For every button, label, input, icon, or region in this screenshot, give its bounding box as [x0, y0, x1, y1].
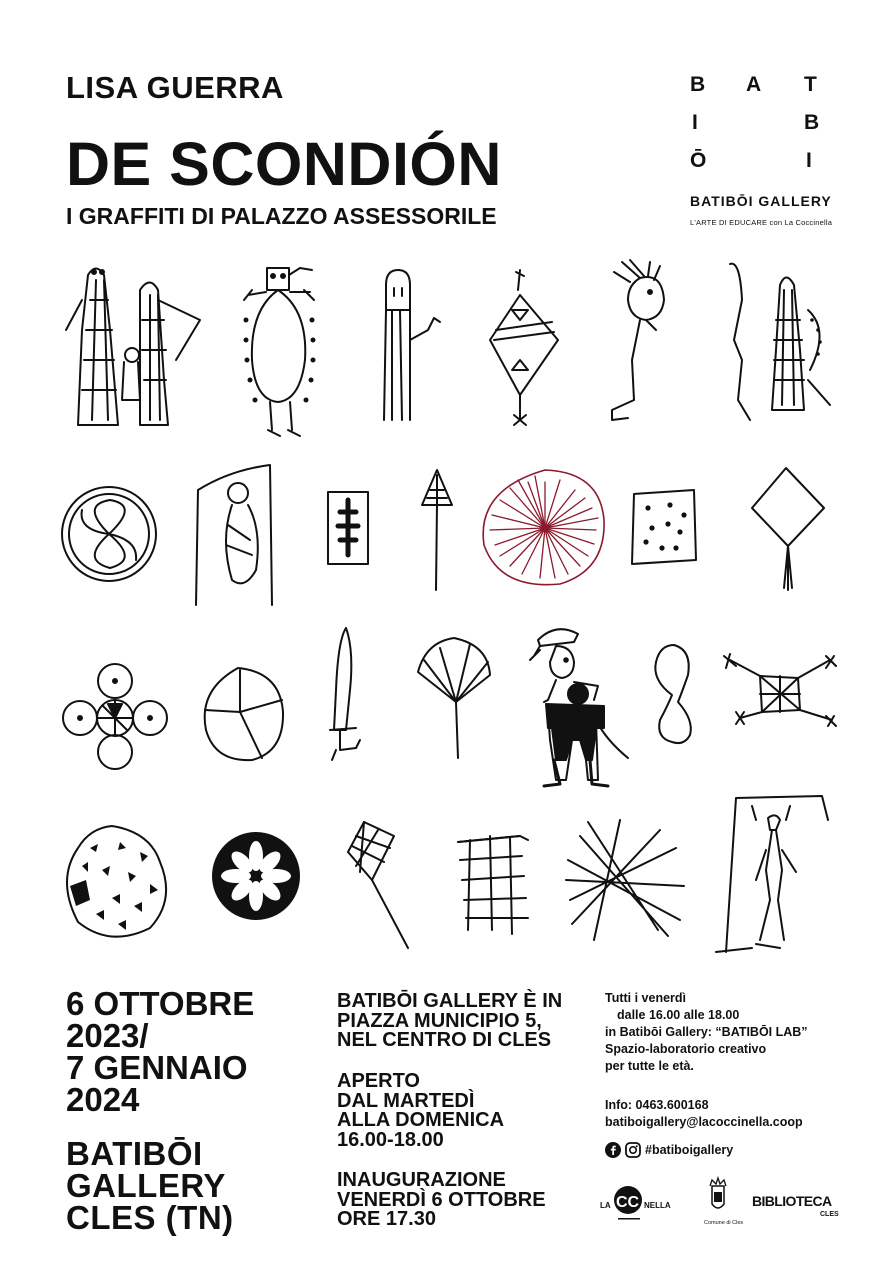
graffiti-grid-ladder	[458, 836, 528, 934]
graffiti-figures-pair	[66, 269, 200, 426]
gallery-logo-name: BATIBŌI GALLERY	[690, 193, 832, 209]
location-line: BATIBŌI GALLERY È IN	[337, 990, 563, 1012]
graffiti-segmented-stone	[205, 668, 283, 760]
graffiti-kite	[752, 468, 824, 590]
graffiti-spotted-stone	[67, 826, 166, 937]
graffiti-sword-hand	[330, 628, 360, 760]
coccinella-logo	[600, 1186, 671, 1220]
graffiti-pirate-figure	[530, 629, 628, 786]
graffiti-arrow-tree	[422, 470, 452, 590]
partner-logos	[600, 1176, 840, 1236]
hours-line: APERTO	[337, 1070, 420, 1092]
exhibition-dates	[66, 985, 255, 1118]
graffiti-black-flower-disc	[212, 832, 300, 920]
logo-letter: I	[806, 149, 812, 172]
lab-line: Spazio-laboratorio creativo	[605, 1042, 767, 1056]
graffiti-figure-checkered-dress	[730, 264, 830, 420]
hours-line: ALLA DOMENICA	[337, 1109, 505, 1131]
instagram-icon[interactable]	[625, 1142, 641, 1158]
biblioteca-name: BIBLIOTECA	[752, 1193, 832, 1209]
graffiti-red-starburst	[483, 470, 604, 585]
gallery-logo-tagline: L'ARTE DI EDUCARE con La Coccinella	[690, 218, 833, 227]
date-line: 7 GENNAIO	[66, 1049, 248, 1086]
graffiti-dotted-figure	[244, 268, 316, 436]
biblioteca-logo	[752, 1193, 839, 1218]
inauguration-line: ORE 17.30	[337, 1208, 436, 1230]
logo-letter: T	[804, 73, 817, 96]
lab-line: per tutte le età.	[605, 1059, 694, 1073]
lab-line: in Batibōi Gallery: “BATIBŌI LAB”	[605, 1025, 808, 1039]
graffiti-drawings	[0, 250, 896, 970]
facebook-icon[interactable]	[605, 1142, 621, 1158]
graffiti-figure-in-frame	[716, 796, 828, 952]
graffiti-rune-card	[328, 492, 368, 564]
contact-email[interactable]: batiboigallery@lacoccinella.coop	[605, 1115, 803, 1129]
graffiti-crosshatch-star	[566, 820, 684, 940]
venue-line: GALLERY	[66, 1167, 226, 1204]
svg-text:CC: CC	[616, 1194, 640, 1211]
graffiti-circle-cluster	[63, 664, 167, 769]
inauguration-line: VENERDÌ 6 OTTOBRE	[337, 1188, 546, 1211]
comune-cles-crest	[704, 1178, 743, 1226]
hours-line: DAL MARTEDÌ	[337, 1089, 475, 1112]
lab-line: dalle 16.00 alle 18.00	[617, 1008, 740, 1022]
logo-letter: Ō	[690, 149, 707, 172]
lab-line: Tutti i venerdì	[605, 991, 687, 1005]
contact-phone[interactable]: Info: 0463.600168	[605, 1098, 709, 1112]
exhibition-subtitle: I GRAFFITI DI PALAZZO ASSESSORILE	[66, 203, 497, 229]
hours-line: 16.00-18.00	[337, 1128, 444, 1151]
graffiti-leaf-fan	[418, 638, 490, 758]
comune-caption: Comune di Cles	[704, 1220, 744, 1226]
logo-letter: B	[690, 73, 706, 96]
biblioteca-sub: CLES	[820, 1211, 839, 1218]
svg-text:LA: LA	[600, 1201, 611, 1210]
venue-block	[66, 1135, 234, 1236]
graffiti-tall-figure	[384, 270, 440, 420]
graffiti-dotted-square	[632, 490, 696, 564]
opening-hours-block	[337, 1072, 504, 1150]
contact-info	[605, 1097, 803, 1131]
gallery-logo-mark	[688, 73, 826, 183]
graffiti-spiky-hair-face	[612, 260, 664, 420]
venue-line: CLES (TN)	[66, 1199, 234, 1236]
social-links	[605, 1142, 733, 1158]
location-block	[337, 992, 562, 1051]
logo-letter: A	[746, 73, 762, 96]
inauguration-block	[337, 1171, 546, 1230]
graffiti-diamond-kite	[490, 270, 558, 425]
svg-text:NELLA: NELLA	[644, 1201, 671, 1210]
graffiti-hourglass	[655, 645, 690, 743]
logo-letter: B	[804, 111, 820, 134]
graffiti-net-kite	[348, 822, 408, 948]
date-line: 2024	[66, 1081, 140, 1118]
date-line: 6 OTTOBRE	[66, 985, 255, 1022]
graffiti-flower-circle	[62, 487, 156, 581]
lab-info	[605, 990, 808, 1075]
exhibition-title: DE SCONDIÓN	[66, 130, 502, 198]
logo-letter: I	[692, 111, 698, 134]
graffiti-tomb-figure	[196, 465, 272, 605]
artist-name: LISA GUERRA	[66, 70, 284, 105]
venue-line: BATIBŌI	[66, 1135, 203, 1172]
inauguration-line: INAUGURAZIONE	[337, 1169, 506, 1191]
hashtag[interactable]: #batiboigallery	[645, 1143, 734, 1157]
date-line: 2023/	[66, 1017, 149, 1054]
location-line: NEL CENTRO DI CLES	[337, 1029, 552, 1051]
location-line: PIAZZA MUNICIPIO 5,	[337, 1009, 542, 1032]
graffiti-star-grid	[724, 654, 836, 726]
